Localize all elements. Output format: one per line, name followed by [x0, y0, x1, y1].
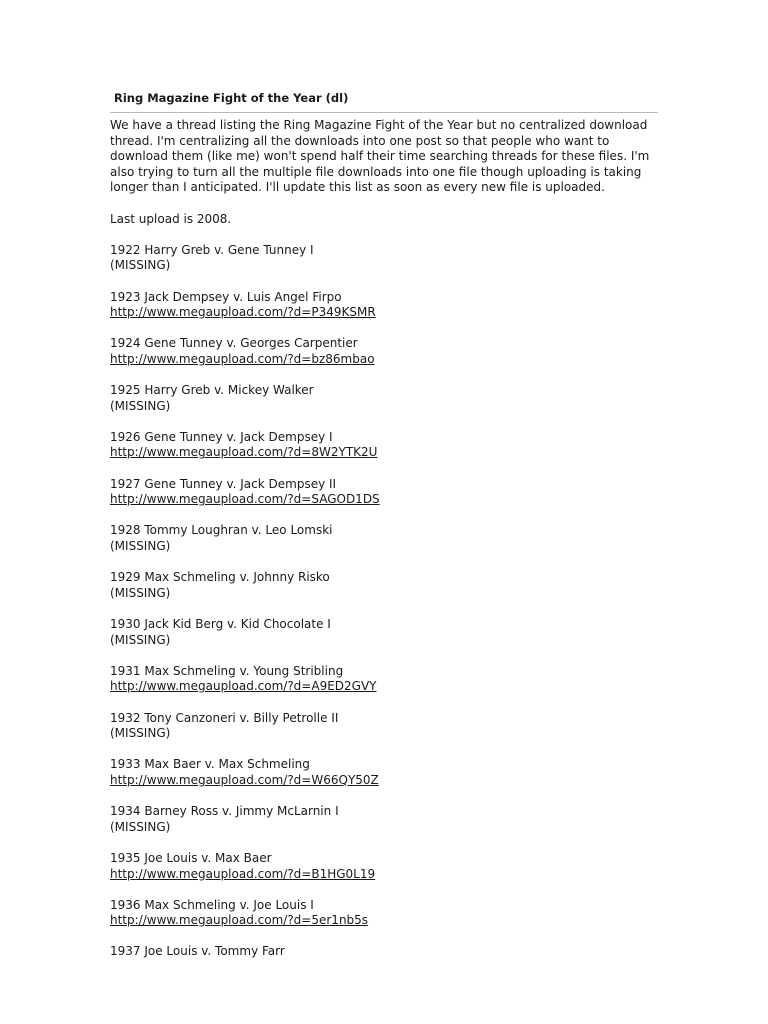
fight-entry	[110, 477, 658, 508]
fight-list	[110, 243, 658, 960]
fight-title: 1936 Max Schmeling v. Joe Louis I	[110, 897, 314, 912]
fight-title: 1926 Gene Tunney v. Jack Dempsey I	[110, 429, 333, 444]
missing-status: (MISSING)	[110, 726, 171, 741]
fight-title: 1933 Max Baer v. Max Schmeling	[110, 757, 310, 772]
missing-status: (MISSING)	[110, 258, 171, 273]
missing-status: (MISSING)	[110, 539, 171, 554]
last-upload-note: Last upload is 2008.	[110, 211, 232, 226]
fight-entry	[110, 430, 658, 461]
download-link[interactable]: http://www.megaupload.com/?d=8W2YTK2U	[110, 445, 378, 460]
fight-title: 1930 Jack Kid Berg v. Kid Chocolate I	[110, 617, 331, 631]
fight-entry	[110, 898, 658, 929]
fight-title: 1937 Joe Louis v. Tommy Farr	[110, 944, 285, 959]
fight-title: 1928 Tommy Loughran v. Leo Lomski	[110, 523, 333, 538]
fight-title: 1934 Barney Ross v. Jimmy McLarnin I	[110, 804, 339, 819]
download-link[interactable]: http://www.megaupload.com/?d=A9ED2GVY	[110, 679, 377, 694]
fight-title: 1923 Jack Dempsey v. Luis Angel Firpo	[110, 289, 342, 304]
fight-entry	[110, 757, 658, 788]
missing-status: (MISSING)	[110, 632, 171, 647]
fight-title: 1932 Tony Canzoneri v. Billy Petrolle II	[110, 710, 339, 725]
download-link[interactable]: http://www.megaupload.com/?d=5er1nb5s	[110, 913, 369, 928]
fight-entry	[110, 290, 658, 321]
fight-title: 1929 Max Schmeling v. Johnny Risko	[110, 570, 330, 585]
fight-title: 1935 Joe Louis v. Max Baer	[110, 850, 272, 865]
fight-entry	[110, 336, 658, 367]
title-divider	[110, 112, 658, 113]
fight-entry	[110, 243, 658, 274]
download-link[interactable]: http://www.megaupload.com/?d=SAGOD1DS	[110, 492, 380, 507]
missing-status: (MISSING)	[110, 585, 171, 600]
fight-title: 1922 Harry Greb v. Gene Tunney I	[110, 242, 314, 257]
fight-entry	[110, 570, 658, 601]
missing-status: (MISSING)	[110, 398, 171, 413]
fight-title: 1924 Gene Tunney v. Georges Carpentier	[110, 336, 358, 351]
download-link[interactable]: http://www.megaupload.com/?d=P349KSMR	[110, 305, 376, 320]
post-page	[110, 90, 658, 976]
fight-title: 1927 Gene Tunney v. Jack Dempsey II	[110, 476, 337, 491]
download-link[interactable]: http://www.megaupload.com/?d=W66QY50Z	[110, 772, 379, 787]
fight-title: 1931 Max Schmeling v. Young Stribling	[110, 663, 344, 678]
download-link[interactable]: http://www.megaupload.com/?d=B1HG0L19	[110, 866, 376, 881]
fight-entry	[110, 711, 658, 742]
fight-entry	[110, 523, 658, 554]
fight-entry	[110, 664, 658, 695]
fight-entry	[110, 851, 658, 882]
fight-entry	[110, 804, 658, 835]
fight-title: 1925 Harry Greb v. Mickey Walker	[110, 383, 314, 398]
missing-status: (MISSING)	[110, 819, 171, 834]
intro-paragraph: We have a thread listing the Ring Magazine Fight of the Year but no centralized download thread. I'm centralizing all the downloads into one post so that people who want to download them (like me) won't spend half their time searching threads for these files. I'm also trying to turn all the multiple file downloads into one file though uploading is taking longer than I anticipated. I'll update this list as soon as every new file is uploaded.	[110, 118, 650, 195]
download-link[interactable]: http://www.megaupload.com/?d=bz86mbao	[110, 351, 375, 366]
fight-entry	[110, 617, 658, 648]
fight-entry	[110, 383, 658, 414]
post-title: Ring Magazine Fight of the Year (dl)	[114, 91, 349, 105]
fight-entry	[110, 944, 658, 960]
